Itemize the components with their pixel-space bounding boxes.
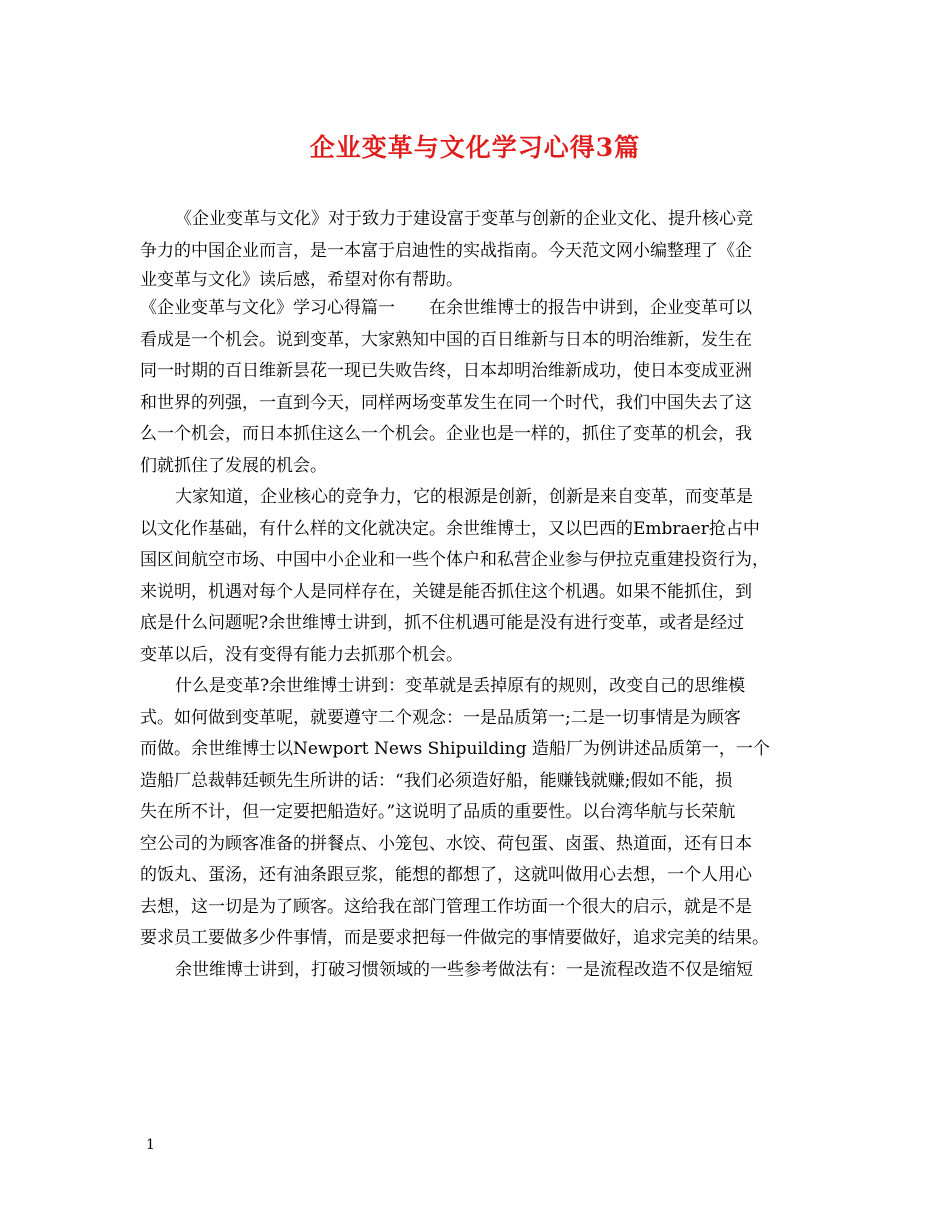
document-body bbox=[140, 204, 812, 986]
text-line: 来说明，机遇对每个人是同样存在，关键是能否抓住这个机遇。如果不能抓住，到 bbox=[140, 581, 752, 602]
text-line: 的饭丸、蛋汤，还有油条跟豆浆，能想的都想了，这就叫做用心去想，一个人用心 bbox=[140, 865, 752, 885]
text-line: 争力的中国企业而言，是一本富于启迪性的实战指南。今天范文网小编整理了《企 bbox=[140, 240, 752, 261]
text-line: 业变革与文化》读后感，希望对你有帮助。 bbox=[140, 270, 463, 290]
text-line: 要求员工要做多少件事情，而是要求把每一件做完的事情要做好，追求完美的结果。 bbox=[140, 928, 769, 948]
text-line: 们就抓住了发展的机会。 bbox=[140, 455, 327, 476]
page-title: 企业变革与文化学习心得3篇 bbox=[309, 133, 641, 162]
text-line: 失在所不计，但一定要把船造好。”这说明了品质的重要性。以台湾华航与长荣航 bbox=[140, 802, 736, 822]
text-line: 造船厂总裁韩廷顿先生所讲的话：“我们必须造好船，能赚钱就赚;假如不能，损 bbox=[140, 770, 733, 791]
text-line: 而做。余世维博士以Newport News Shipuilding 造船厂为例讲述品质第一，一个 bbox=[140, 739, 770, 759]
text-line: 《企业变革与文化》对于致力于建设富于变革与创新的企业文化、提升核心竞 bbox=[175, 209, 753, 229]
text-line: 什么是变革?余世维博士讲到：变革就是丢掉原有的规则，改变自己的思维模 bbox=[175, 676, 746, 696]
text-line: 以文化作基础，有什么样的文化就决定。余世维博士，又以巴西的Embraer抢占中 bbox=[140, 518, 760, 539]
text-line: 大家知道，企业核心的竞争力，它的根源是创新，创新是来自变革，而变革是 bbox=[175, 487, 753, 507]
text-line: 和世界的列强，一直到今天，同样两场变革发生在同一个时代，我们中国失去了这 bbox=[140, 392, 752, 413]
text-line: 变革以后，没有变得有能力去抓那个机会。 bbox=[140, 644, 463, 665]
text-line: 么一个机会，而日本抓住这么一个机会。企业也是一样的，抓住了变革的机会，我 bbox=[140, 424, 752, 444]
text-line: 余世维博士讲到，打破习惯领域的一些参考做法有：一是流程改造不仅是缩短 bbox=[175, 959, 753, 980]
text-line: 去想，这一切是为了顾客。这给我在部门管理工作坊面一个很大的启示，就是不是 bbox=[140, 896, 752, 917]
page-number: 1 bbox=[146, 1137, 155, 1153]
text-line: 《企业变革与文化》学习心得篇一 在余世维博士的报告中讲到，企业变革可以 bbox=[140, 298, 752, 318]
text-line: 空公司的为顾客准备的拼餐点、小笼包、水饺、荷包蛋、卤蛋、热道面，还有日本 bbox=[140, 833, 752, 854]
text-line: 同一时期的百日维新昙花一现已失败告终，日本却明治维新成功，使日本变成亚洲 bbox=[140, 361, 752, 381]
text-line: 底是什么问题呢?余世维博士讲到，抓不住机遇可能是没有进行变革，或者是经过 bbox=[140, 613, 745, 633]
text-line: 看成是一个机会。说到变革，大家熟知中国的百日维新与日本的明治维新，发生在 bbox=[140, 329, 752, 350]
text-line: 国区间航空市场、中国中小企业和一些个体户和私营企业参与伊拉克重建投资行为， bbox=[140, 550, 769, 570]
text-line: 式。如何做到变革呢，就要遵守二个观念：一是品质第一;二是一切事情是为顾客 bbox=[140, 707, 741, 728]
